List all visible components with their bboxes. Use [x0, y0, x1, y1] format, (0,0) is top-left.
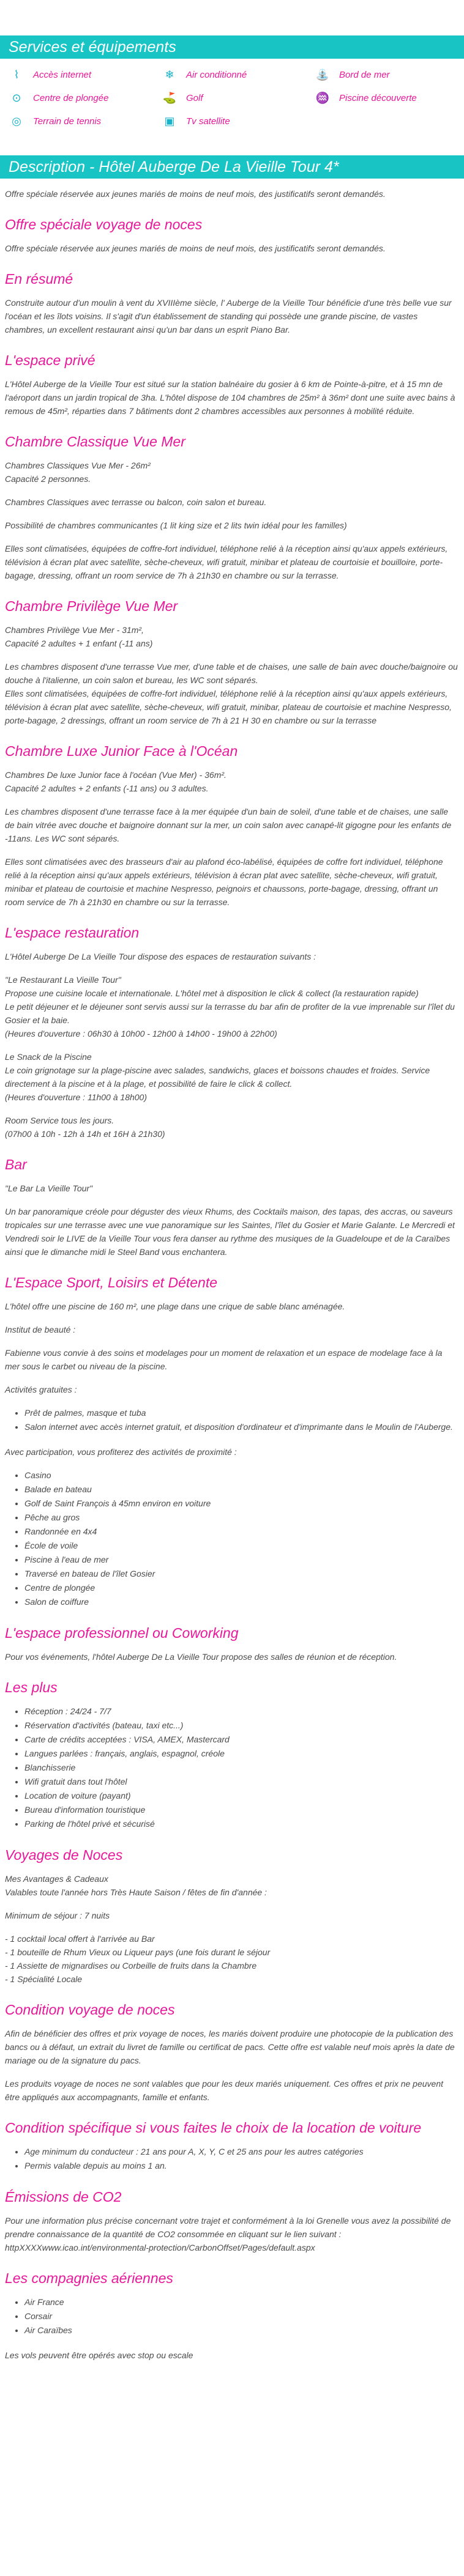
- snowflake-icon: ❄: [165, 68, 174, 81]
- paragraph: Avec participation, vous profiterez des activités de proximité :: [5, 1447, 237, 1457]
- amenity-label: Tv satellite: [186, 116, 230, 127]
- bullet-item: • Randonnée en 4x4: [24, 1525, 459, 1539]
- paragraph: Les chambres disposent d'une terrasse Vue mer, d'une table et de chaises, une salle de bain avec douche/baignoire ou douche à l'italienne, un coin salon et bureau, les WC sont séparés. Elles sont climatisées, équipées de coffre-fort individuel, téléphone relié à la réception ainsi qu'aux appels extérieurs, télévision à écran plat avec satellite, sèche-cheveux, wifi gratuit, minibar, plateau de courtoisie et machine Nespresso, porte-bagage, 2 dressings, offrant un room service de 7h à 21 H 30 en chambre ou sur la terrasse: [5, 662, 458, 725]
- bullet-item: • Piscine à l'eau de mer: [24, 1553, 459, 1567]
- paragraph: Elles sont climatisées avec des brasseurs d'air au plafond éco-labélisé, équipées de coffre fort individuel, téléphone relié à la réception ainsi qu'aux appels extérieurs, télévision à écran plat avec satellite, sèche-cheveux, wifi gratuit, minibar et plateau de courtoisie et machine Nespresso, peignoirs et chaussons, porte-bagage, dressing, offrant un room service de 7h à 21h30 en chambre ou sur la terrasse.: [5, 857, 443, 907]
- paragraph: L'Hôtel Auberge De La Vieille Tour dispose des espaces de restauration suivants :: [5, 952, 316, 961]
- section-heading: L'Espace Sport, Loisirs et Détente: [5, 1275, 218, 1290]
- description-content: [0, 187, 464, 2362]
- section-heading: Chambre Privilège Vue Mer: [5, 598, 178, 614]
- paragraph: "Le Bar La Vieille Tour": [5, 1183, 93, 1193]
- amenities-grid: [0, 59, 464, 133]
- amenity-item: [9, 91, 162, 105]
- amenities-title: Services et équipements: [0, 35, 464, 59]
- bullet-item: • Carte de crédits acceptées : VISA, AMEX, Mastercard: [24, 1733, 459, 1747]
- page: [0, 35, 464, 2362]
- paragraph: Construite autour d'un moulin à vent du XVIIIème siècle, l' Auberge de la Vieille Tour bénéficie d'une très belle vue sur l'océan et les îlots voisins. Il s'agit d'un établissement de standing qui possède une grande piscine, de vastes chambres, un excellent restaurant ainsi qu'un bar dans un esprit Piano Bar.: [5, 298, 452, 335]
- bullet-item: • Golf de Saint François à 45mn environ en voiture: [24, 1497, 459, 1511]
- bullet-item: • Centre de plongée: [24, 1581, 459, 1595]
- amenity-label: Piscine découverte: [339, 92, 417, 103]
- bullet-item: • Salon de coiffure: [24, 1595, 459, 1609]
- section-heading: En résumé: [5, 271, 73, 287]
- paragraph: Mes Avantages & Cadeaux Valables toute l'année hors Très Haute Saison / fêtes de fin d'année :: [5, 1874, 267, 1897]
- bullet-item: • Traversé en bateau de l'îlet Gosier: [24, 1567, 459, 1581]
- bullet-item: • Parking de l'hôtel privé et sécurisé: [24, 1817, 459, 1831]
- amenity-item: [162, 91, 315, 105]
- paragraph: L'hôtel offre une piscine de 160 m², une plage dans une crique de sable blanc aménagée.: [5, 1301, 345, 1311]
- amenity-item: [9, 67, 162, 82]
- bullet-list: [5, 1704, 459, 1831]
- section-heading: L'espace professionnel ou Coworking: [5, 1625, 239, 1641]
- paragraph: Chambres Privilège Vue Mer - 31m², Capacité 2 adultes + 1 enfant (-11 ans): [5, 625, 153, 648]
- amenity-item: [9, 114, 162, 128]
- paragraph: Les produits voyage de noces ne sont valables que pour les deux mariés uniquement. Ces offres et prix ne peuvent être appliqués aux accompagnants, famille et enfants.: [5, 2079, 443, 2102]
- section-heading: Condition spécifique si vous faites le choix de la location de voiture: [5, 2120, 422, 2136]
- bullet-item: • Casino: [24, 1468, 459, 1482]
- bullet-item: • Langues parlées : français, anglais, espagnol, créole: [24, 1747, 459, 1761]
- section-heading: Les compagnies aériennes: [5, 2270, 173, 2286]
- paragraph: Pour vos événements, l'hôtel Auberge De La Vieille Tour propose des salles de réunion et de réception.: [5, 1652, 397, 1662]
- amenity-item: [315, 67, 464, 82]
- amenity-label: Centre de plongée: [33, 92, 109, 103]
- bullet-list: [5, 2145, 459, 2173]
- amenity-label: Air conditionné: [186, 69, 247, 80]
- bullet-item: • Air Caraïbes: [24, 2323, 459, 2337]
- paragraph: L'Hôtel Auberge de la Vieille Tour est situé sur la station balnéaire du gosier à 6 km de Pointe-à-pitre, et à 15 mn de l'aéroport dans un jardin tropical de 3ha. L'hôtel dispose de 104 chambres de 25m² à 36m² dont une suite avec bains à remous de 45m², réparties dans 7 bâtiments dont 2 chambres accessibles aux personnes à mobilité réduite.: [5, 379, 455, 416]
- pool-icon: ♒: [315, 91, 330, 104]
- diving-icon: ⊙: [12, 91, 21, 104]
- section-heading: Les plus: [5, 1679, 58, 1695]
- paragraph: Chambres De luxe Junior face à l'océan (Vue Mer) - 36m². Capacité 2 adultes + 2 enfants (-11 ans) ou 3 adultes.: [5, 770, 226, 793]
- bullet-item: • Balade en bateau: [24, 1482, 459, 1497]
- amenity-item: [315, 91, 464, 105]
- paragraph: Activités gratuites :: [5, 1385, 77, 1394]
- bullet-list: [5, 1468, 459, 1609]
- section-heading: Condition voyage de noces: [5, 2002, 175, 2018]
- bullet-item: • Age minimum du conducteur : 21 ans pour A, X, Y, C et 25 ans pour les autres catégories: [24, 2145, 459, 2159]
- wifi-icon: ⌇: [13, 68, 20, 81]
- bullet-item: • Salon internet avec accès internet gratuit, et disposition d'ordinateur et d'imprimante dans le Moulin de l'Auberge.: [24, 1420, 459, 1434]
- paragraph: "Le Restaurant La Vieille Tour" Propose une cuisine locale et internationale. L'hôtel met à disposition le click & collect (la restauration rapide) Le petit déjeuner et le déjeuner sont servis aussi sur la terrasse du bar afin de profiter de la vue imprenable sur l'îlet du Gosier et la baie. (Heures d'ouverture : 06h30 à 10h00 - 12h00 à 14h00 - 19h00 à 22h00): [5, 975, 455, 1038]
- bullet-list: [5, 1406, 459, 1434]
- bullet-item: • Réception : 24/24 - 7/7: [24, 1704, 459, 1719]
- paragraph: Afin de bénéficier des offres et prix voyage de noces, les mariés doivent produire une photocopie de la publication des bancs ou à défaut, un extrait du livret de famille ou certificat de pacs. Cette offre est valable neuf mois après la date de mariage ou de la signature du pacs.: [5, 2029, 455, 2065]
- paragraph: - 1 cocktail local offert à l'arrivée au Bar - 1 bouteille de Rhum Vieux ou Liqueur pays (une fois durant le séjour - 1 Assiette de mignardises ou Corbeille de fruits dans la Chambre - 1 Spécialité Locale: [5, 1934, 271, 1984]
- amenity-item: [162, 114, 315, 128]
- bullet-item: • Permis valable depuis au moins 1 an.: [24, 2159, 459, 2173]
- section-heading: L'espace privé: [5, 352, 95, 368]
- paragraph: Fabienne vous convie à des soins et modelages pour un moment de relaxation et un espace de modelage face à la mer sous le carbet ou niveau de la piscine.: [5, 1348, 443, 1371]
- paragraph: Pour une information plus précise concernant votre trajet et conformément à la loi Grenelle vous avez la possibilité de prendre connaissance de la quantité de CO2 consommée en cliquant sur le lien suivant : httpXXXXwww.icao.int/environmental-protection/CarbonOffset/Pages/default.aspx: [5, 2216, 451, 2252]
- paragraph: Un bar panoramique créole pour déguster des vieux Rhums, des Cocktails maison, des tapas, des accras, ou saveurs tropicales sur une terrasse avec une vue panoramique sur les Saintes, l'îlet du Gosier et Marie Galante. Le Mercredi et Vendredi soir le LIVE de la Vieille Tour vous fera danser au rythme des musiques de la Guadeloupe et de la Caraïbes ainsi que le dimanche midi le Steel Band vous enchantera.: [5, 1207, 455, 1257]
- paragraph: Possibilité de chambres communicantes (1 lit king size et 2 lits twin idéal pour les familles): [5, 520, 347, 530]
- section-heading: Chambre Luxe Junior Face à l'Océan: [5, 743, 238, 759]
- section-heading: Offre spéciale voyage de noces: [5, 217, 203, 232]
- description-title: Description - Hôtel Auberge De La Vieille Tour 4*: [0, 155, 464, 179]
- bullet-item: • Bureau d'information touristique: [24, 1803, 459, 1817]
- paragraph: Offre spéciale réservée aux jeunes mariés de moins de neuf mois, des justificatifs seront demandés.: [5, 243, 386, 253]
- paragraph: Elles sont climatisées, équipées de coffre-fort individuel, téléphone relié à la réception ainsi qu'aux appels extérieurs, télévision à écran plat avec satellite, sèche-cheveux, wifi gratuit, minibar et plateau de courtoisie et bouilloire, porte-bagage, dressing, offrant un room service de 7h à 21h30 en chambre ou sur la terrasse.: [5, 544, 448, 580]
- section-heading: Chambre Classique Vue Mer: [5, 434, 185, 450]
- golf-icon: ⛳: [162, 91, 177, 104]
- paragraph: Room Service tous les jours. (07h00 à 10h - 12h à 14h et 16H à 21h30): [5, 1116, 165, 1139]
- sea-icon: ⛲: [315, 68, 330, 81]
- bullet-item: • Wifi gratuit dans tout l'hôtel: [24, 1775, 459, 1789]
- bullet-item: • École de voile: [24, 1539, 459, 1553]
- paragraph: Les vols peuvent être opérés avec stop ou escale: [5, 2350, 193, 2360]
- paragraph: Le Snack de la Piscine Le coin grignotage sur la plage-piscine avec salades, sandwichs, glaces et boissons chaudes et froides. Service directement à la piscine et à la plage, et possibilité de faire le click & collect. (Heures d'ouverture : 11h00 à 18h00): [5, 1052, 430, 1102]
- bullet-item: • Blanchisserie: [24, 1761, 459, 1775]
- section-heading: Voyages de Noces: [5, 1847, 123, 1863]
- bullet-list: [5, 2295, 459, 2337]
- bullet-item: • Prêt de palmes, masque et tuba: [24, 1406, 459, 1420]
- bullet-item: • Pêche au gros: [24, 1511, 459, 1525]
- intro-text: Offre spéciale réservée aux jeunes mariés de moins de neuf mois, des justificatifs seront demandés.: [5, 189, 386, 199]
- amenity-label: Bord de mer: [339, 69, 390, 80]
- paragraph: Institut de beauté :: [5, 1325, 76, 1334]
- paragraph: Les chambres disposent d'une terrasse face à la mer équipée d'un bain de soleil, d'une table et de chaises, une salle de bain vitrée avec douche et baignoire donnant sur la mer, un coin salon avec canapé-lit gigogne pour les enfants de -11ans. Les WC sont séparés.: [5, 807, 452, 843]
- bullet-item: • Corsair: [24, 2309, 459, 2323]
- paragraph: Chambres Classiques Vue Mer - 26m² Capacité 2 personnes.: [5, 461, 151, 484]
- paragraph: Minimum de séjour : 7 nuits: [5, 1911, 110, 1920]
- amenity-item: [162, 67, 315, 82]
- bullet-item: • Air France: [24, 2295, 459, 2309]
- section-heading: Émissions de CO2: [5, 2189, 122, 2205]
- bullet-item: • Réservation d'activités (bateau, taxi etc...): [24, 1719, 459, 1733]
- amenity-label: Accès internet: [33, 69, 92, 80]
- section-heading: Bar: [5, 1157, 27, 1172]
- paragraph: Chambres Classiques avec terrasse ou balcon, coin salon et bureau.: [5, 497, 267, 507]
- amenity-label: Terrain de tennis: [33, 116, 102, 127]
- tennis-icon: ◎: [12, 114, 21, 127]
- section-heading: L'espace restauration: [5, 925, 140, 941]
- satellite-tv-icon: ▣: [164, 114, 175, 127]
- amenity-label: Golf: [186, 92, 203, 103]
- bullet-item: • Location de voiture (payant): [24, 1789, 459, 1803]
